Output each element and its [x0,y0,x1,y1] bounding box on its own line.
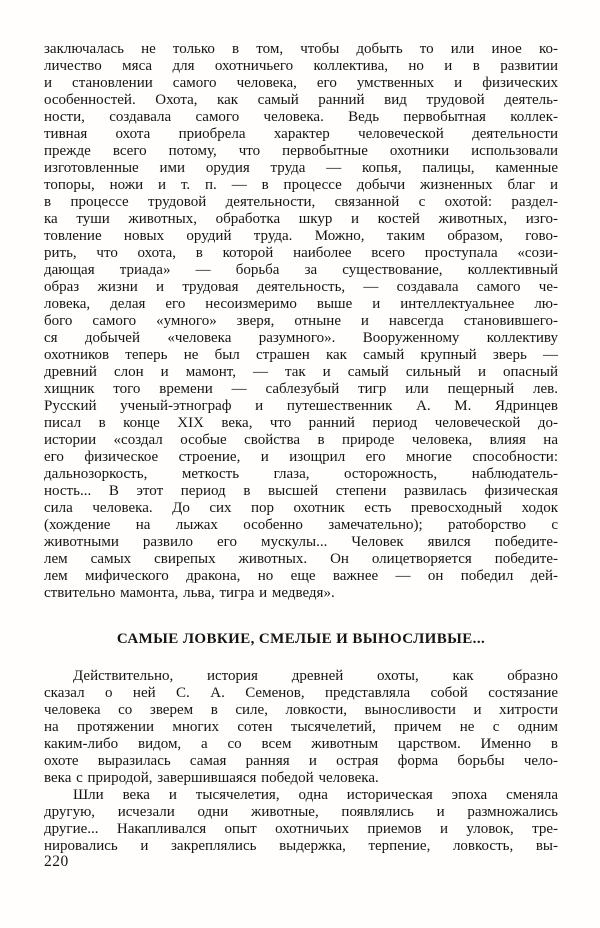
paragraph [44,41,558,602]
text-line: лем самых свирепых животных. Он олицетворяется победите- [44,551,558,567]
text-line: Русский ученый-этнограф и путешественник А. М. Ядринцев [44,398,558,414]
text-line: животными развило его мускулы... Человек явился победите- [44,534,558,550]
text-line: писал в конце XIX века, что ранний период человеческой до- [44,415,558,431]
page-number: 220 [44,853,69,870]
text-line: ка туши животных, обработка шкур и костей животных, изго- [44,211,558,227]
text-line: заключалась не только в том, чтобы добыть то или иное ко- [44,41,558,57]
text-line: сказал о ней С. А. Семенов, представляла собой состязание [44,685,558,701]
text-line: в процессе трудовой деятельности, связанной с охотой: раздел- [44,194,558,210]
text-line: дающая триада» — борьба за существование, коллективный [44,262,558,278]
text-line: ность... В этот период в высшей степени развилась физическая [44,483,558,499]
text-line: товление новых орудий труда. Можно, таким образом, гово- [44,228,558,244]
text-line: лем мифического дракона, но еще важнее — он победил дей- [44,568,558,584]
text-line: образ жизни и трудовая деятельность, — создавала самого че- [44,279,558,295]
text-line: ности, создавала самого человека. Ведь первобытная коллек- [44,109,558,125]
text-line: ловека, делая его несоизмеримо выше и интеллектуальнее лю- [44,296,558,312]
text-line: топоры, ножи и т. п. — в процессе добычи жизненных благ и [44,177,558,193]
paragraph [44,668,558,787]
text-line: древний слон и мамонт, — так и самый сильный и опасный [44,364,558,380]
text-line: тивная охота приобрела характер человеческой деятельности [44,126,558,142]
text-line: ствительно мамонта, льва, тигра и медведя». [44,585,335,601]
text-line: дальнозоркость, меткость глаза, осторожность, наблюдатель- [44,466,558,482]
text-line: личество мяса для охотничьего коллектива, но и в развитии [44,58,558,74]
text-line: истории «создал особые свойства в природе человека, влияя на [44,432,558,448]
text-line: каким-либо видом, а со всем животным царством. Именно в [44,736,558,752]
text-line: охотников теперь не был страшен как самый крупный зверь — [44,347,558,363]
text-line: и становлении самого человека, его умственных и физических [44,75,558,91]
text-line: его физическое строение, и изощрил его многие способности: [44,449,558,465]
text-line: другие... Накапливался опыт охотничьих приемов и уловок, тре- [44,821,558,837]
text-line: нировались и закреплялись выдержка, терпение, ловкость, вы- [44,838,558,854]
text-line: (хождение на лыжах особенно замечательно); ратоборство с [44,517,558,533]
text-line: прежде всего потому, что первобытные охотники использовали [44,143,558,159]
text-line: ся добычей «человека разумного». Вооруженному коллективу [44,330,558,346]
text-line: Шли века и тысячелетия, одна историческая эпоха сменяла [73,787,558,803]
text-line: Действительно, история древней охоты, как образно [73,668,558,684]
text-line: сила человека. До сих пор охотник есть превосходный ходок [44,500,558,516]
section-heading: САМЫЕ ЛОВКИЕ, СМЕЛЫЕ И ВЫНОСЛИВЫЕ... [116,631,486,647]
text-line: изготовленные ими орудия труда — копья, палицы, каменные [44,160,558,176]
text-line: хищник того времени — саблезубый тигр или пещерный лев. [44,381,558,397]
text-line: особенностей. Охота, как самый ранний вид трудовой деятель- [44,92,558,108]
text-block [44,41,558,855]
text-line: другую, исчезали одни животные, появлялись и размножались [44,804,558,820]
text-line: охоте выразилась самая ранняя и острая форма борьбы чело- [44,753,558,769]
text-line: на протяжении многих сотен тысячелетий, причем не с одним [44,719,558,735]
paragraph [44,787,558,855]
text-line: бого самого «умного» зверя, отныне и навсегда становившего- [44,313,558,329]
text-line: века с природой, завершившаяся победой человека. [44,770,379,786]
text-line: рить, что охота, в которой наиболее всего проступала «сози- [44,245,558,261]
text-line: человека со зверем в силе, ловкости, выносливости и хитрости [44,702,558,718]
